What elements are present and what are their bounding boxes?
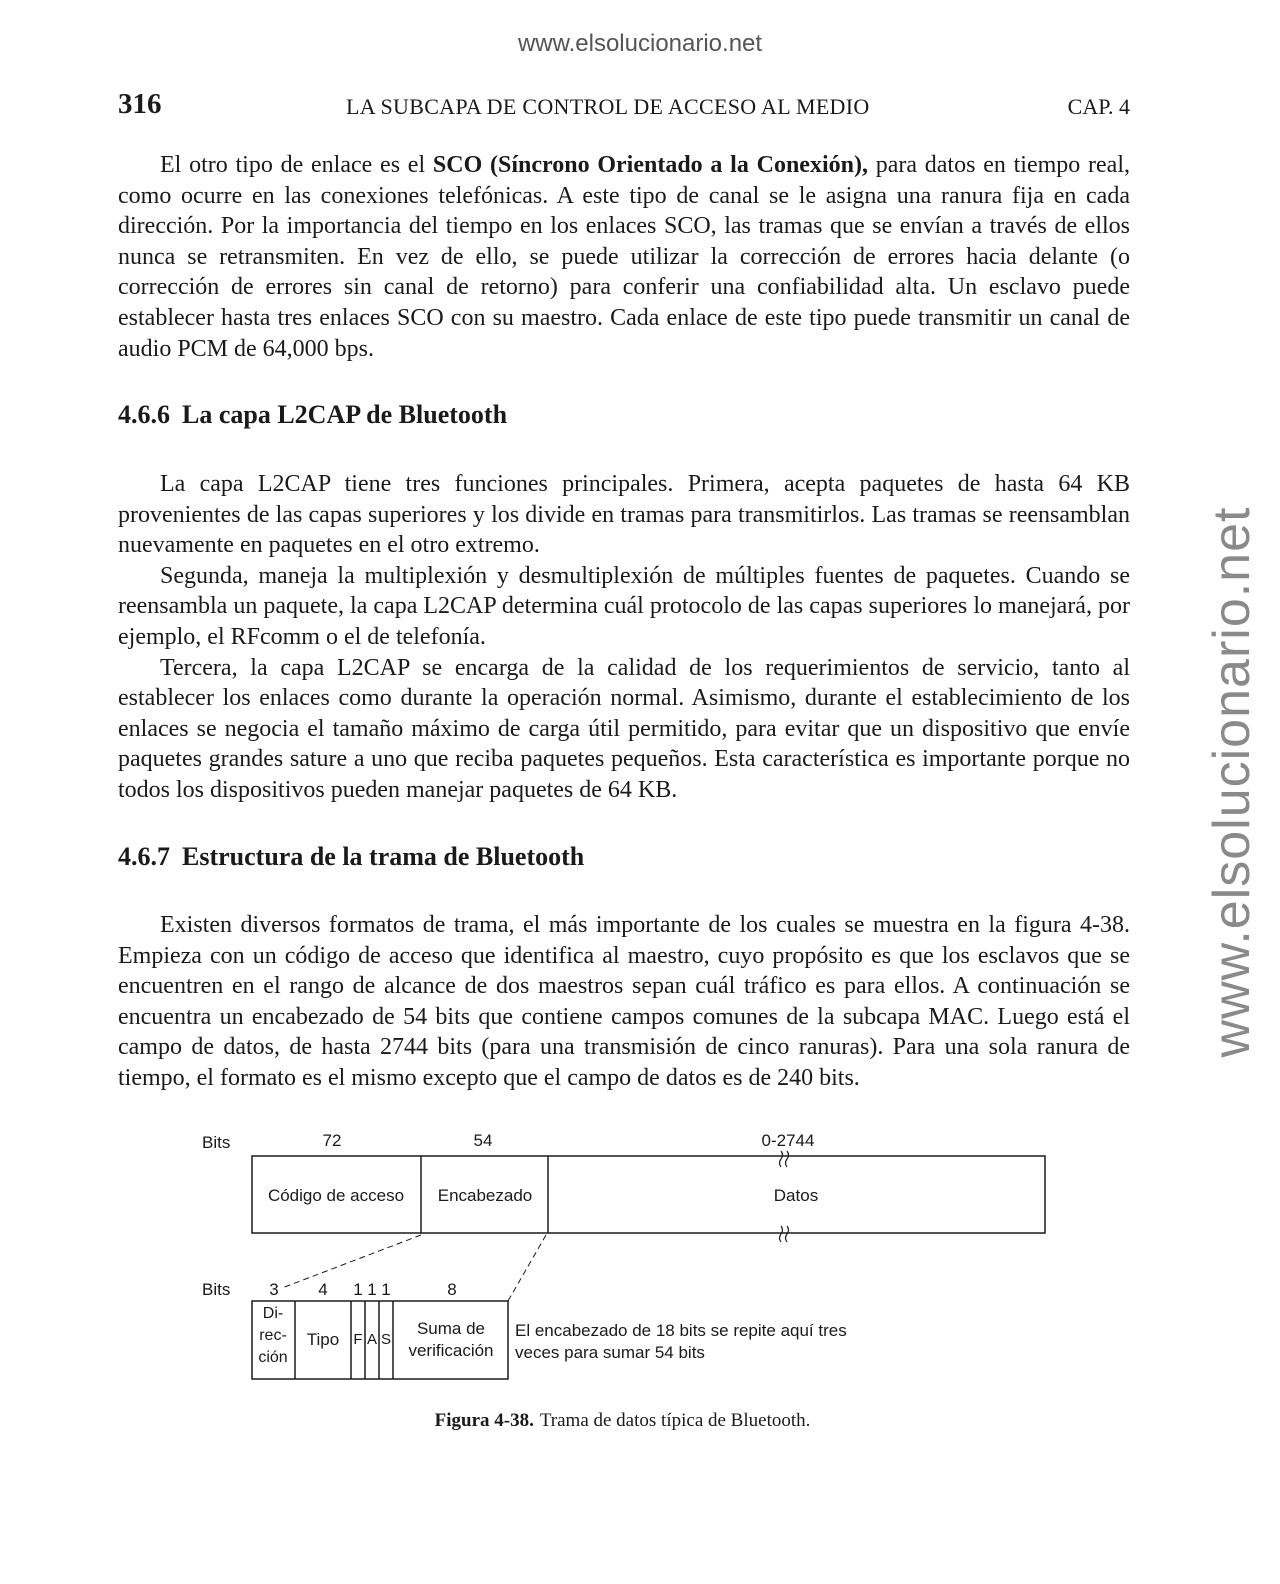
break-mark-bottom <box>780 1226 789 1242</box>
top-bits-label: Bits <box>202 1133 231 1152</box>
header-bits-s: 1 <box>381 1280 391 1299</box>
section-title: La capa L2CAP de Bluetooth <box>182 400 508 429</box>
paragraph: Existen diversos formatos de trama, el más importante de los cuales se muestra en la figura 4-38. Empieza con un código de acceso que identifica al maestro, cuyo propósito es que los esclavos que se encuentren en el rango de alcance de dos maestros sepan cuál tráfico es para ellos. A continuación se encuentra un encabezado de 54 bits que contiene campos comunes de la subcapa MAC. Luego está el campo de datos, de hasta 2744 bits (para una transmisión de cinco ranuras). Para una sola ranura de tiempo, el formato es el mismo excepto que el campo de datos es de 240 bits. <box>118 912 1130 1091</box>
header-field-checksum-line2: verificación <box>408 1341 494 1360</box>
sco-text-before: El otro tipo de enlace es el <box>160 152 433 178</box>
paragraph: Segunda, maneja la multiplexión y desmultiplexión de múltiples fuentes de paquetes. Cuando se reensambla un paquete, la capa L2CAP determina cuál protocolo de las capas superiores lo manejará, por ejemplo, el RFcomm o el de telefonía. <box>118 562 1130 650</box>
sco-term: SCO (Síncrono Orientado a la Conexión), <box>432 152 868 178</box>
header-bits-a: 1 <box>367 1280 377 1299</box>
header-field-a: A <box>366 1331 378 1348</box>
header-field-direction-line3: ción <box>258 1349 288 1366</box>
header-note-line1: El encabezado de 18 bits se repite aquí tres <box>515 1321 847 1340</box>
header-field-checksum-line1: Suma de <box>416 1319 486 1338</box>
section-467-body <box>118 910 1130 1094</box>
header-field-direction-line1: Di- <box>262 1305 284 1322</box>
chapter-label: CAP. 4 <box>1067 94 1130 119</box>
watermark-top: www.elsolucionario.net <box>517 30 763 57</box>
section-466-body <box>118 469 1130 806</box>
break-mark-top <box>780 1151 789 1167</box>
header-bits-direction: 3 <box>269 1280 279 1299</box>
header-bits-type: 4 <box>318 1280 328 1299</box>
expansion-line-right <box>508 1235 546 1301</box>
header-bits-f: 1 <box>353 1280 363 1299</box>
paragraph: Tercera, la capa L2CAP se encarga de la calidad de los requerimientos de servicio, tanto al establecer los enlaces como durante la operación normal. Asimismo, durante el establecimiento de los enlaces se negocia el tamaño máximo de carga útil permitido, para evitar que un dispositivo que envíe paquetes grandes sature a uno que reciba paquetes pequeños. Esta característica es importante porque no todos los dispositivos pueden manejar paquetes de 64 KB. <box>118 654 1130 803</box>
page-header <box>118 88 1130 122</box>
header-field-s: S <box>380 1331 392 1348</box>
bluetooth-frame-diagram <box>190 1120 1070 1405</box>
caption-text: Trama de datos típica de Bluetooth. <box>539 1410 811 1431</box>
paragraph-sco <box>118 150 1130 364</box>
watermark-side: www.elsolucionario.net <box>1203 506 1261 1058</box>
field-bits-header: 54 <box>473 1131 493 1150</box>
section-number: 4.6.7 <box>118 842 170 871</box>
figure-caption <box>0 1410 1245 1432</box>
section-number: 4.6.6 <box>118 400 170 429</box>
caption-label: Figura 4-38. <box>434 1410 534 1431</box>
field-access-code: Código de acceso <box>267 1186 405 1205</box>
section-heading-466 <box>118 400 507 430</box>
field-bits-data: 0-2744 <box>761 1131 815 1150</box>
header-field-type: Tipo <box>306 1330 340 1349</box>
running-title: LA SUBCAPA DE CONTROL DE ACCESO AL MEDIO <box>346 94 870 119</box>
field-data: Datos <box>773 1186 819 1205</box>
paragraph: La capa L2CAP tiene tres funciones principales. Primera, acepta paquetes de hasta 64 KB provenientes de las capas superiores y los divide en tramas para transmitirlos. Las tramas se reensamblan nuevamente en paquetes en el otro extremo. <box>118 471 1130 559</box>
page-number: 316 <box>118 88 162 120</box>
header-field-f: F <box>353 1331 363 1348</box>
field-header: Encabezado <box>437 1186 533 1205</box>
header-field-direction-line2: rec- <box>259 1327 287 1344</box>
header-bits-checksum: 8 <box>447 1280 457 1299</box>
sco-text-after: para datos en tiempo real, como ocurre en las conexiones telefónicas. A este tipo de canal se le asigna una ranura fija en cada dirección. Por la importancia del tiempo en los enlaces SCO, las tramas que se envían a través de ellos nunca se retransmiten. En vez de ello, se puede utilizar la corrección de errores hacia delante (o corrección de errores sin canal de retorno) para conferir una confiabilidad alta. Un esclavo puede establecer hasta tres enlaces SCO con su maestro. Cada enlace de este tipo puede transmitir un canal de audio PCM de 64,000 bps. <box>118 152 1130 362</box>
bottom-bits-label: Bits <box>202 1280 231 1299</box>
field-bits-access-code: 72 <box>322 1131 342 1150</box>
expansion-line-left <box>282 1235 421 1288</box>
section-heading-467 <box>118 842 584 872</box>
header-note-line2: veces para sumar 54 bits <box>515 1343 705 1362</box>
section-title: Estructura de la trama de Bluetooth <box>182 842 585 871</box>
